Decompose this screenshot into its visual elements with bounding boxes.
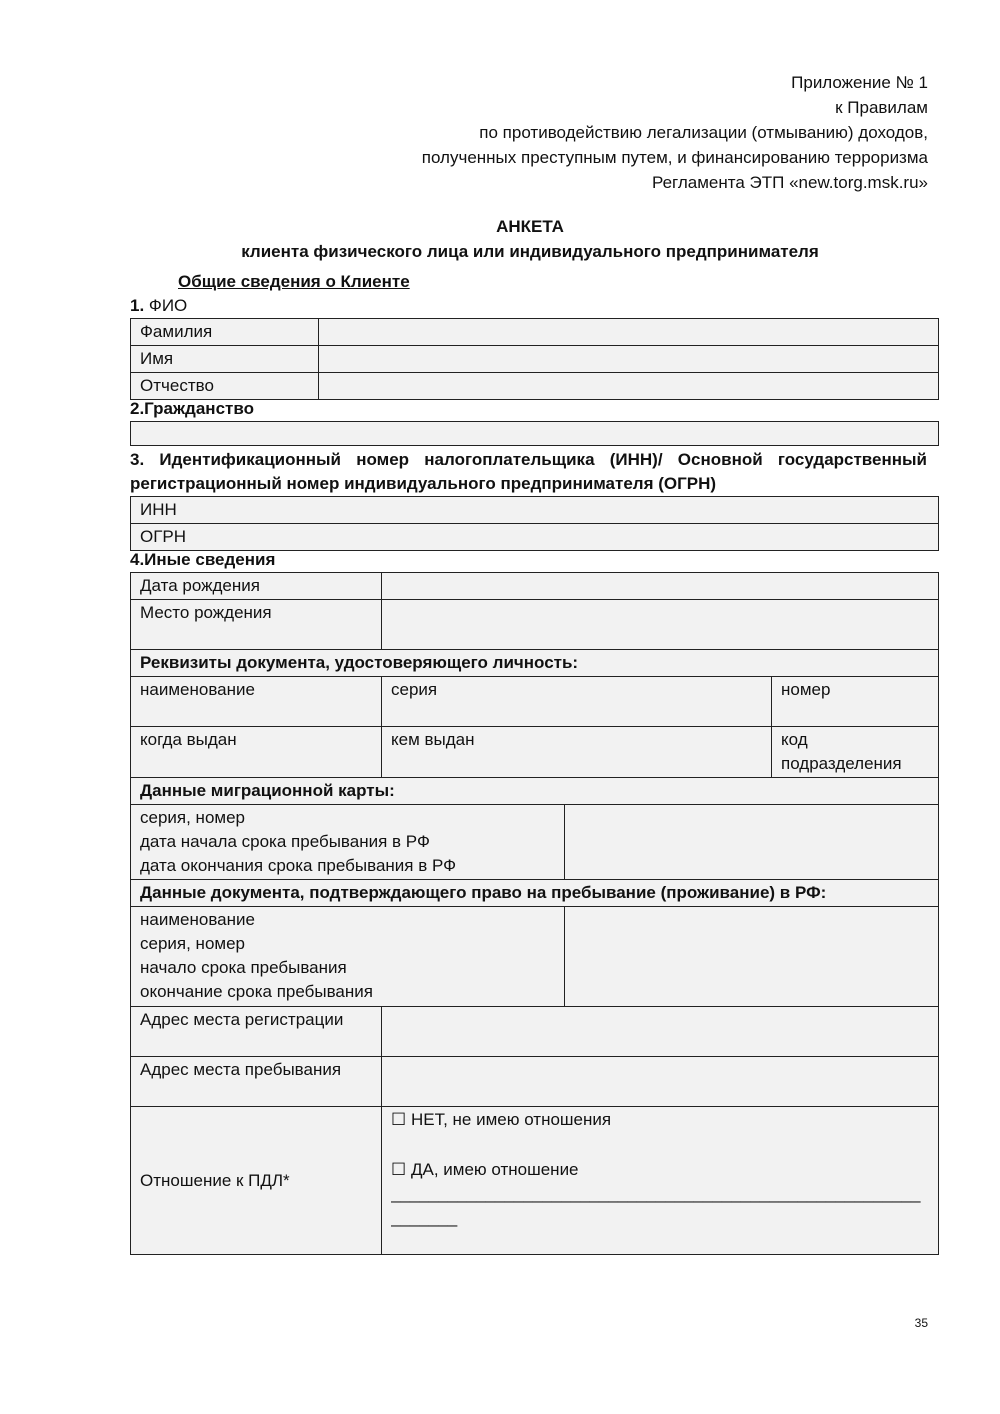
table-row xyxy=(131,1007,939,1057)
section-3-heading-line-2: регистрационный номер индивидуального предпринимателя (ОГРН) xyxy=(130,474,717,493)
section-1-heading xyxy=(130,296,187,316)
residence-series-number-label: серия, номер xyxy=(140,934,245,953)
residence-doc-labels xyxy=(131,907,565,1007)
table-row xyxy=(131,319,939,346)
reg-address-field[interactable] xyxy=(382,1007,939,1057)
page-number: 35 xyxy=(914,1316,928,1330)
form-subtitle: клиента физического лица или индивидуального предпринимателя xyxy=(241,242,819,261)
table-row xyxy=(131,1107,939,1255)
table-row[interactable] xyxy=(131,497,939,524)
id-division-code-label-1: код xyxy=(781,730,808,749)
inn-field[interactable]: ИНН xyxy=(131,497,939,524)
birth-place-field[interactable] xyxy=(382,600,939,650)
table-row xyxy=(131,805,939,880)
residence-doc-header: Данные документа, подтверждающего право на пребывание (проживание) в РФ: xyxy=(131,880,939,907)
pdl-details-line-2[interactable]: _______ xyxy=(391,1208,458,1227)
stay-address-label: Адрес места пребывания xyxy=(131,1057,382,1107)
appendix-line-5: Регламента ЭТП «new.torg.msk.ru» xyxy=(652,173,928,192)
table-row xyxy=(131,650,939,677)
pdl-yes-checkbox[interactable]: ☐ ДА, имею отношение xyxy=(391,1160,579,1179)
id-number-field[interactable]: номер xyxy=(772,677,939,727)
surname-label: Фамилия xyxy=(131,319,319,346)
id-series-field[interactable]: серия xyxy=(382,677,772,727)
ogrn-field[interactable]: ОГРН xyxy=(131,524,939,551)
migration-end-label: дата окончания срока пребывания в РФ xyxy=(140,856,457,875)
appendix-rules: к Правилам xyxy=(835,98,928,117)
section-general-heading: Общие сведения о Клиенте xyxy=(178,272,410,291)
id-name-field[interactable]: наименование xyxy=(131,677,382,727)
table-row xyxy=(131,346,939,373)
birth-date-field[interactable] xyxy=(382,573,939,600)
table-row xyxy=(131,778,939,805)
migration-series-number-label: серия, номер xyxy=(140,808,245,827)
id-issued-when-field[interactable]: когда выдан xyxy=(131,727,382,778)
citizenship-field[interactable] xyxy=(130,421,939,446)
name-label: Имя xyxy=(131,346,319,373)
section-3-heading-line-1: 3. Идентификационный номер налогоплательщика (ИНН)/ Основной государственный xyxy=(130,450,927,469)
migration-card-labels xyxy=(131,805,565,880)
table-row xyxy=(131,677,939,727)
table-row xyxy=(131,1057,939,1107)
other-info-table xyxy=(130,572,939,1255)
pdl-no-checkbox[interactable]: ☐ НЕТ, не имею отношения xyxy=(391,1110,612,1129)
migration-card-field[interactable] xyxy=(565,805,939,880)
migration-card-header: Данные миграционной карты: xyxy=(131,778,939,805)
section-2-heading: 2.Гражданство xyxy=(130,399,254,418)
table-row xyxy=(131,573,939,600)
appendix-line-4: полученных преступным путем, и финансированию терроризма xyxy=(421,148,928,167)
residence-start-label: начало срока пребывания xyxy=(140,958,347,977)
surname-field[interactable] xyxy=(319,319,939,346)
patronymic-label: Отчество xyxy=(131,373,319,400)
reg-address-label: Адрес места регистрации xyxy=(131,1007,382,1057)
pdl-details-line-1[interactable]: ________________________________________________________ xyxy=(391,1184,921,1203)
migration-start-label: дата начала срока пребывания в РФ xyxy=(140,832,430,851)
pdl-options xyxy=(382,1107,939,1255)
table-row xyxy=(131,880,939,907)
residence-name-label: наименование xyxy=(140,910,255,929)
appendix-number: Приложение № 1 xyxy=(791,73,928,92)
pdl-label: Отношение к ПДЛ* xyxy=(131,1107,382,1255)
table-row[interactable] xyxy=(131,524,939,551)
section-1-label: ФИО xyxy=(144,296,188,315)
id-division-code-field[interactable] xyxy=(772,727,939,778)
residence-end-label: окончание срока пребывания xyxy=(140,982,373,1001)
birth-date-label: Дата рождения xyxy=(131,573,382,600)
appendix-line-3: по противодействию легализации (отмыванию) доходов, xyxy=(479,123,928,142)
id-issued-by-field[interactable]: кем выдан xyxy=(382,727,772,778)
patronymic-field[interactable] xyxy=(319,373,939,400)
form-title: АНКЕТА xyxy=(496,217,564,236)
fio-table xyxy=(130,318,939,400)
table-row xyxy=(131,727,939,778)
table-row xyxy=(131,907,939,1007)
section-1-number: 1. xyxy=(130,296,145,315)
table-row xyxy=(131,373,939,400)
stay-address-field[interactable] xyxy=(382,1057,939,1107)
residence-doc-field[interactable] xyxy=(565,907,939,1007)
birth-place-label: Место рождения xyxy=(131,600,382,650)
table-row xyxy=(131,600,939,650)
inn-ogrn-table xyxy=(130,496,939,551)
id-division-code-label-2: подразделения xyxy=(781,754,902,773)
id-doc-header: Реквизиты документа, удостоверяющего личность: xyxy=(131,650,939,677)
section-4-heading: 4.Иные сведения xyxy=(130,550,276,569)
name-field[interactable] xyxy=(319,346,939,373)
